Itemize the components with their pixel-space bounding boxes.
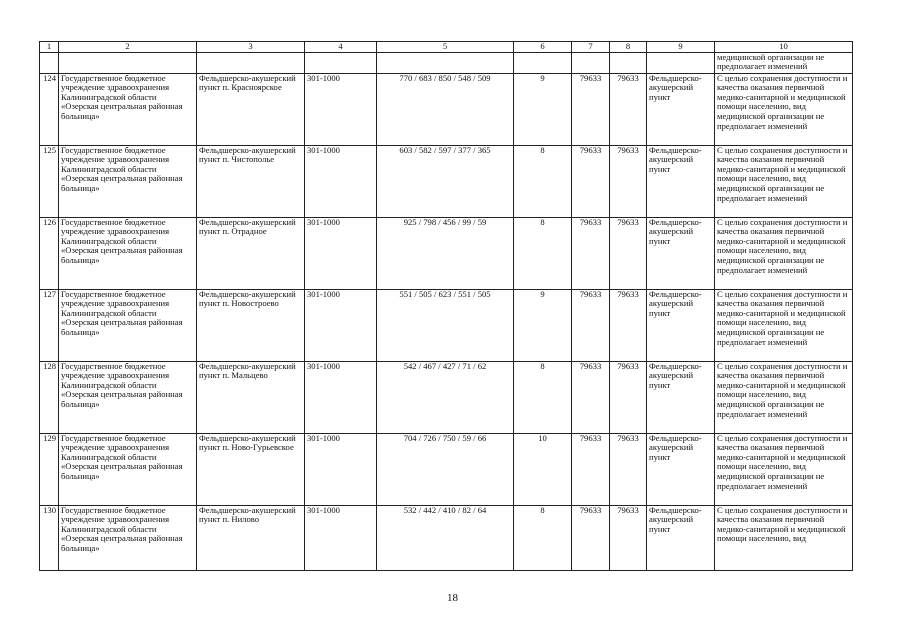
registry-rows: [40, 73, 853, 570]
population-range: 301-1000: [305, 73, 377, 145]
oktmo-code-2: 79633: [610, 361, 647, 433]
unit-name: Фельдшерско-акушерский пункт п. Мальцево: [197, 361, 305, 433]
table-row: [40, 289, 853, 361]
empty-cell: [197, 52, 305, 73]
distance-value: 9: [514, 289, 572, 361]
population-range: 301-1000: [305, 145, 377, 217]
column-number: 9: [647, 42, 715, 53]
empty-cell: [305, 52, 377, 73]
table-row: [40, 145, 853, 217]
population-values: 704 / 726 / 750 / 59 / 66: [377, 433, 514, 505]
oktmo-code: 79633: [572, 217, 610, 289]
note-text: С целью сохранения доступности и качества оказания первичной медико-санитарной и медицинской помощи населению, вид: [715, 505, 853, 570]
population-values: 542 / 467 / 427 / 71 / 62: [377, 361, 514, 433]
note-text: С целью сохранения доступности и качества оказания первичной медико-санитарной и медицинской помощи населению, вид медицинской организации не предполагает изменений: [715, 433, 853, 505]
oktmo-code-2: 79633: [610, 505, 647, 570]
population-values: 532 / 442 / 410 / 82 / 64: [377, 505, 514, 570]
organization-name: Государственное бюджетное учреждение здравоохранения Калининградской области «Озерская центральная районная больница»: [59, 73, 197, 145]
column-number: 5: [377, 42, 514, 53]
organization-name: Государственное бюджетное учреждение здравоохранения Калининградской области «Озерская центральная районная больница»: [59, 145, 197, 217]
column-number: 1: [40, 42, 59, 53]
population-values: 925 / 798 / 456 / 99 / 59: [377, 217, 514, 289]
unit-name: Фельдшерско-акушерский пункт п. Чистополье: [197, 145, 305, 217]
continued-note: медицинской организации не предполагает изменений: [715, 52, 853, 73]
unit-type: Фельдшерско-акушерский пункт: [647, 361, 715, 433]
empty-cell: [59, 52, 197, 73]
population-values: 770 / 683 / 850 / 548 / 509: [377, 73, 514, 145]
unit-name: Фельдшерско-акушерский пункт п. Отрадное: [197, 217, 305, 289]
note-text: С целью сохранения доступности и качества оказания первичной медико-санитарной и медицинской помощи населению, вид медицинской организации не предполагает изменений: [715, 217, 853, 289]
oktmo-code: 79633: [572, 433, 610, 505]
row-number: 130: [40, 505, 59, 570]
column-number: 2: [59, 42, 197, 53]
page-number: 18: [447, 592, 458, 604]
distance-value: 9: [514, 73, 572, 145]
population-range: 301-1000: [305, 361, 377, 433]
population-range: 301-1000: [305, 217, 377, 289]
unit-type: Фельдшерско-акушерский пункт: [647, 217, 715, 289]
table-row: [40, 361, 853, 433]
empty-cell: [40, 52, 59, 73]
organization-name: Государственное бюджетное учреждение здравоохранения Калининградской области «Озерская центральная районная больница»: [59, 217, 197, 289]
unit-name: Фельдшерско-акушерский пункт п. Нилово: [197, 505, 305, 570]
empty-cell: [647, 52, 715, 73]
oktmo-code: 79633: [572, 73, 610, 145]
oktmo-code: 79633: [572, 145, 610, 217]
unit-type: Фельдшерско-акушерский пункт: [647, 433, 715, 505]
row-number: 126: [40, 217, 59, 289]
unit-name: Фельдшерско-акушерский пункт п. Ново-Гурьевское: [197, 433, 305, 505]
distance-value: 8: [514, 505, 572, 570]
population-range: 301-1000: [305, 505, 377, 570]
table-row: [40, 433, 853, 505]
column-number-row: [40, 42, 853, 53]
row-number: 128: [40, 361, 59, 433]
column-number: 6: [514, 42, 572, 53]
registry-table: [39, 41, 853, 571]
unit-type: Фельдшерско-акушерский пункт: [647, 145, 715, 217]
table-row: [40, 505, 853, 570]
population-values: 603 / 582 / 597 / 377 / 365: [377, 145, 514, 217]
unit-type: Фельдшерско-акушерский пункт: [647, 505, 715, 570]
population-range: 301-1000: [305, 433, 377, 505]
column-number: 4: [305, 42, 377, 53]
row-number: 124: [40, 73, 59, 145]
distance-value: 8: [514, 145, 572, 217]
empty-cell: [572, 52, 610, 73]
column-number: 3: [197, 42, 305, 53]
oktmo-code: 79633: [572, 505, 610, 570]
note-text: С целью сохранения доступности и качества оказания первичной медико-санитарной и медицинской помощи населению, вид медицинской организации не предполагает изменений: [715, 145, 853, 217]
population-range: 301-1000: [305, 289, 377, 361]
organization-name: Государственное бюджетное учреждение здравоохранения Калининградской области «Озерская центральная районная больница»: [59, 433, 197, 505]
table-row: [40, 217, 853, 289]
oktmo-code-2: 79633: [610, 433, 647, 505]
column-number: 7: [572, 42, 610, 53]
oktmo-code-2: 79633: [610, 73, 647, 145]
table-row: [40, 73, 853, 145]
note-text: С целью сохранения доступности и качества оказания первичной медико-санитарной и медицинской помощи населению, вид медицинской организации не предполагает изменений: [715, 289, 853, 361]
empty-cell: [610, 52, 647, 73]
oktmo-code: 79633: [572, 289, 610, 361]
distance-value: 8: [514, 217, 572, 289]
oktmo-code: 79633: [572, 361, 610, 433]
unit-name: Фельдшерско-акушерский пункт п. Новостроево: [197, 289, 305, 361]
continuation-row: [40, 52, 853, 73]
empty-cell: [514, 52, 572, 73]
unit-type: Фельдшерско-акушерский пункт: [647, 73, 715, 145]
row-number: 129: [40, 433, 59, 505]
column-number: 8: [610, 42, 647, 53]
unit-name: Фельдшерско-акушерский пункт п. Красноярское: [197, 73, 305, 145]
distance-value: 8: [514, 361, 572, 433]
row-number: 125: [40, 145, 59, 217]
oktmo-code-2: 79633: [610, 289, 647, 361]
empty-cell: [377, 52, 514, 73]
row-number: 127: [40, 289, 59, 361]
oktmo-code-2: 79633: [610, 217, 647, 289]
population-values: 551 / 505 / 623 / 551 / 505: [377, 289, 514, 361]
column-number: 10: [715, 42, 853, 53]
organization-name: Государственное бюджетное учреждение здравоохранения Калининградской области «Озерская центральная районная больница»: [59, 361, 197, 433]
note-text: С целью сохранения доступности и качества оказания первичной медико-санитарной и медицинской помощи населению, вид медицинской организации не предполагает изменений: [715, 73, 853, 145]
organization-name: Государственное бюджетное учреждение здравоохранения Калининградской области «Озерская центральная районная больница»: [59, 289, 197, 361]
organization-name: Государственное бюджетное учреждение здравоохранения Калининградской области «Озерская центральная районная больница»: [59, 505, 197, 570]
unit-type: Фельдшерско-акушерский пункт: [647, 289, 715, 361]
oktmo-code-2: 79633: [610, 145, 647, 217]
distance-value: 10: [514, 433, 572, 505]
note-text: С целью сохранения доступности и качества оказания первичной медико-санитарной и медицинской помощи населению, вид медицинской организации не предполагает изменений: [715, 361, 853, 433]
